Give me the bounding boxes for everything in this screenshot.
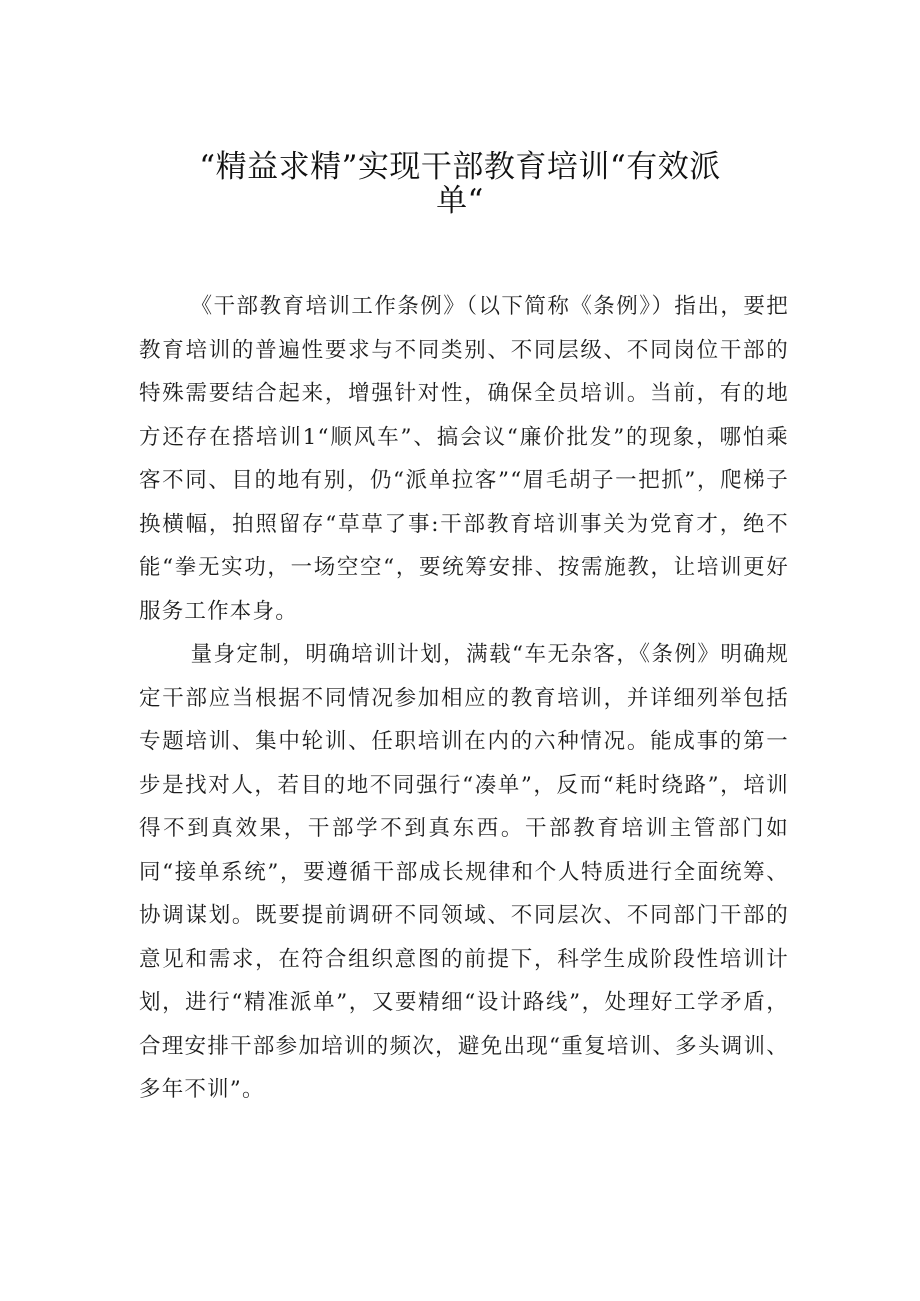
paragraph-1: 《干部教育培训工作条例》（以下简称《条例》）指出，要把教育培训的普遍性要求与不同类别、不同层级、不同岗位干部的特殊需要结合起来，增强针对性，确保全员培训。当前，有的地方还存在搭培训1“顺风车”、搞会议“廉价批发”的现象，哪怕乘客不同、目的地有别，仍“派单拉客”“眉毛胡子一把抓”，爬梯子换横幅，拍照留存“草草了事:干部教育培训事关为党育才，绝不能“拳无实功，一场空空“，要统筹安排、按需施教，让培训更好服务工作本身。 [139,294,789,624]
document-body [139,285,789,1112]
paragraph-2: 量身定制，明确培训计划，满载“车无杂客，《条例》明确规定干部应当根据不同情况参加相应的教育培训，并详细列举包括专题培训、集中轮训、任职培训在内的六种情况。能成事的第一步是找对人，若目的地不同强行“凑单”，反而“耗时绕路”，培训得不到真效果，干部学不到真东西。干部教育培训主管部门如同“接单系统”，要遵循干部成长规律和个人特质进行全面统筹、协调谋划。既要提前调研不同领域、不同层次、不同部门干部的意见和需求，在符合组织意图的前提下，科学生成阶段性培训计划，进行“精准派单”，又要精细“设计路线”，处理好工学矛盾，合理安排干部参加培训的频次，避免出现“重复培训、多头调训、多年不训”。 [139,642,789,1102]
document-title [160,150,760,218]
title-line-2: 单“ [436,183,484,219]
title-line-1: “精益求精”实现干部教育培训“有效派 [199,149,721,185]
